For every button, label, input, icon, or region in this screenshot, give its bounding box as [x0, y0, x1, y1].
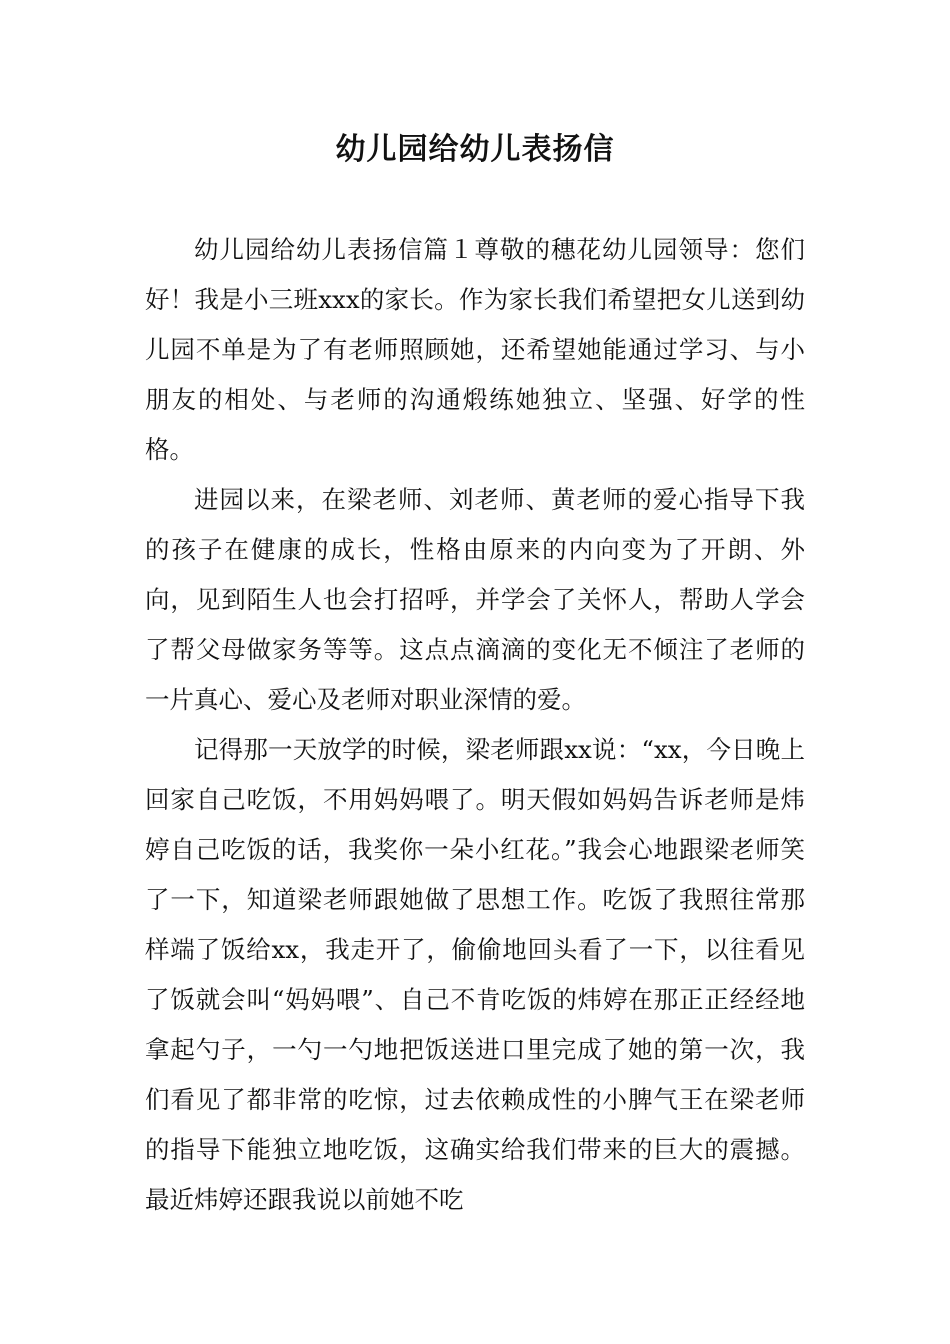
paragraph-1: 幼儿园给幼儿表扬信篇１尊敬的穗花幼儿园领导：您们好！我是小三班xxx的家长。作为家长我们希望把女儿送到幼儿园不单是为了有老师照顾她，还希望她能通过学习、与小朋友的相处、与老师的沟通煅练她独立、坚强、好学的性格。 — [145, 235, 805, 464]
document-title: 幼儿园给幼儿表扬信 — [335, 132, 615, 167]
paragraph-2: 进园以来，在梁老师、刘老师、黄老师的爱心指导下我的孩子在健康的成长，性格由原来的内向变为了开朗、外向，见到陌生人也会打招呼，并学会了关怀人，帮助人学会了帮父母做家务等等。这点点滴滴的变化无不倾注了老师的一片真心、爱心及老师对职业深情的爱。 — [145, 485, 805, 714]
paragraph-3: 记得那一天放学的时候，梁老师跟xx说：“xx，今日晚上回家自己吃饭，不用妈妈喂了。明天假如妈妈告诉老师是炜婷自己吃饭的话，我奖你一朵小红花。”我会心地跟梁老师笑了一下，知道梁老师跟她做了思想工作。吃饭了我照往常那样端了饭给xx，我走开了，偷偷地回头看了一下，以往看见了饭就会叫“妈妈喂”、自己不肯吃饭的炜婷在那正正经经地拿起勺子，一勺一勺地把饭送进口里完成了她的第一次，我们看见了都非常的吃惊，过去依赖成性的小脾气王在梁老师的指导下能独立地吃饭，这确实给我们带来的巨大的震撼。最近炜婷还跟我说以前她不吃 — [145, 735, 805, 1214]
document-body — [145, 225, 805, 1225]
